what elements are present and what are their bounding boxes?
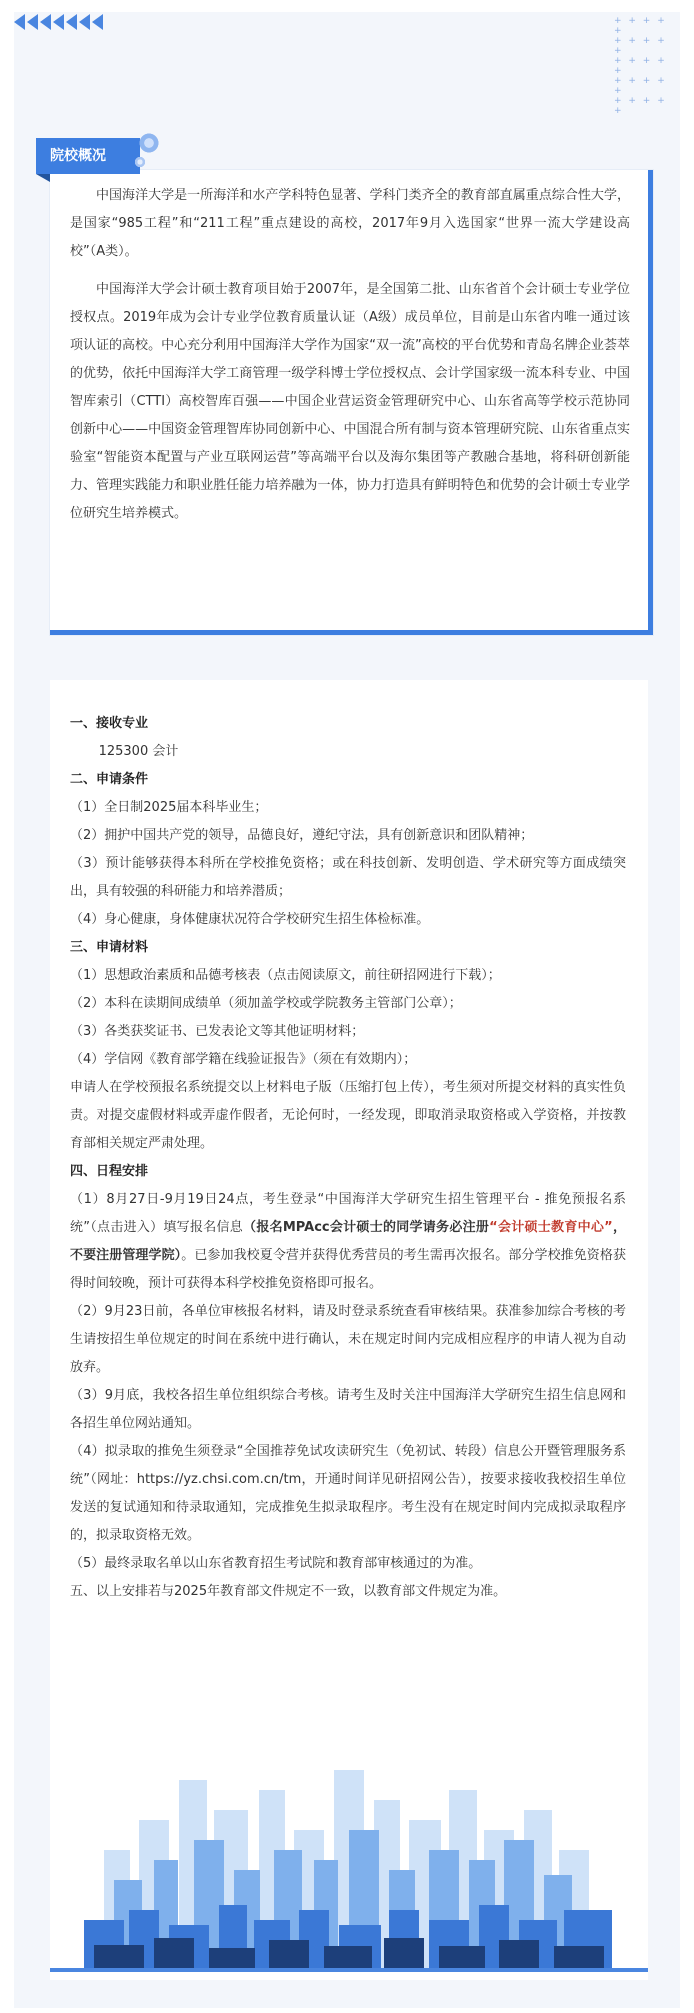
section-5-text: 五、以上安排若与2025年教育部文件规定不一致，以教育部文件规定为准。: [70, 1584, 507, 1599]
overview-text: [50, 182, 650, 538]
material-item[interactable]: （1）思想政治素质和品德考核表（点击阅读原文，前往研招网进行下载）；: [70, 968, 501, 983]
arrow-decoration-icon: [14, 14, 103, 30]
condition-item: （1）全日制2025届本科毕业生；: [70, 800, 268, 815]
schedule-item-1-bold: （报名MPAcc会计硕士的同学请务必注册: [243, 1220, 490, 1235]
major-line: 125300 会计: [98, 744, 179, 759]
condition-item: （3）预计能够获得本科所在学校推免资格；或在科技创新、发明创造、学术研究等方面成绩突出，具有较强的科研能力和培养潜质；: [70, 856, 626, 899]
schedule-item: （3）9月底，我校各招生单位组织综合考核。请考生及时关注中国海洋大学研究生招生信息网和各招生单位网站通知。: [70, 1388, 626, 1431]
material-note: 申请人在学校预报名系统提交以上材料电子版（压缩打包上传），考生须对所提交材料的真实性负责。对提交虚假材料或弄虚作假者，无论何时，一经发现，即取消录取资格或入学资格，并按教育部相关规定严肃处理。: [70, 1080, 626, 1151]
section-badge: 院校概况: [36, 138, 140, 174]
schedule-item-1-tail: 。已参加我校夏令营并获得优秀营员的考生需再次报名。部分学校推免资格获得时间较晚，预计可获得本科学校推免资格即可报名。: [70, 1248, 626, 1291]
intro-paragraph-2: 中国海洋大学会计硕士教育项目始于2007年，是全国第二批、山东省首个会计硕士专业学位授权点。2019年成为会计专业学位教育质量认证（A级）成员单位，目前是山东省内唯一通过该项认证的高校。中心充分利用中国海洋大学作为国家“双一流”高校的平台优势和青岛名牌企业荟萃的优势，依托中国海洋大学工商管理一级学科博士学位授权点、会计学国家级一流本科专业、中国智库索引（CTTI）高校智库百强——中国企业营运资金管理研究中心、山东省高等学校示范协同创新中心——中国资金管理智库协同创新中心、中国混合所有制与资本管理研究院、山东省重点实验室“智能资本配置与产业互联网运营”等高端平台以及海尔集团等产教融合基地，将科研创新能力、管理实践能力和职业胜任能力培养融为一体，协力打造具有鲜明特色和优势的会计硕士专业学位研究生培养模式。: [70, 282, 630, 521]
material-item: （4）学信网《教育部学籍在线验证报告》（须在有效期内）；: [70, 1052, 417, 1067]
schedule-item-1: [70, 1186, 626, 1298]
schedule-item-1-bold-2: ，不要注册管理学院）: [70, 1220, 626, 1263]
schedule-item-1-text[interactable]: （1）8月27日-9月19日24点，考生登录“中国海洋大学研究生招生管理平台 - 推免预报名系统”（点击进入）填写报名信息: [70, 1192, 626, 1235]
schedule-item: （2）9月23日前，各单位审核报名材料，请及时登录系统查看审核结果。获准参加综合考核的考生请按招生单位规定的时间在系统中进行确认，未在规定时间内完成相应程序的申请人视为自动放弃。: [70, 1304, 626, 1375]
condition-item: （2）拥护中国共产党的领导，品德良好，遵纪守法，具有创新意识和团队精神；: [70, 828, 534, 843]
overview-card: [50, 170, 653, 635]
section-2-title: 二、申请条件: [70, 772, 149, 787]
schedule-item: （4）拟录取的推免生须登录“全国推荐免试攻读研究生（免初试、转段）信息公开暨管理服务系统”（网址：https://yz.chsi.com.cn/tm，开通时间详见研招网公告），按要求接收我校招生单位发送的复试通知和待录取通知，完成推免生拟录取程序。考生没有在规定时间内完成拟录取程序的，拟录取资格无效。: [70, 1444, 626, 1543]
city-skyline-illustration: [84, 1760, 612, 1970]
bottom-accent-bar: [50, 1968, 648, 1972]
gear-icon: [138, 132, 160, 154]
intro-paragraph-1: 中国海洋大学是一所海洋和水产学科特色显著、学科门类齐全的教育部直属重点综合性大学，是国家“985工程”和“211工程”重点建设的高校，2017年9月入选国家“世界一流大学建设高校”（A类）。: [70, 188, 630, 259]
material-item: （2）本科在读期间成绩单（须加盖学校或学院教务主管部门公章）；: [70, 996, 462, 1011]
material-item: （3）各类获奖证书、已发表论文等其他证明材料；: [70, 1024, 365, 1039]
section-3-title: 三、申请材料: [70, 940, 149, 955]
admission-text: [70, 710, 626, 1606]
badge-fold-icon: [36, 174, 50, 182]
condition-item: （4）身心健康，身体健康状况符合学校研究生招生体检标准。: [70, 912, 430, 927]
plus-grid-decoration-icon: + + + + + + + + + + + + + + + + + + + + + + + + +: [614, 16, 667, 116]
section-4-title: 四、日程安排: [70, 1164, 149, 1179]
small-gear-icon: [134, 156, 146, 168]
section-1-title: 一、接收专业: [70, 716, 149, 731]
schedule-item-1-red: “会计硕士教育中心”: [489, 1220, 613, 1235]
schedule-item: （5）最终录取名单以山东省教育招生考试院和教育部审核通过的为准。: [70, 1556, 482, 1571]
